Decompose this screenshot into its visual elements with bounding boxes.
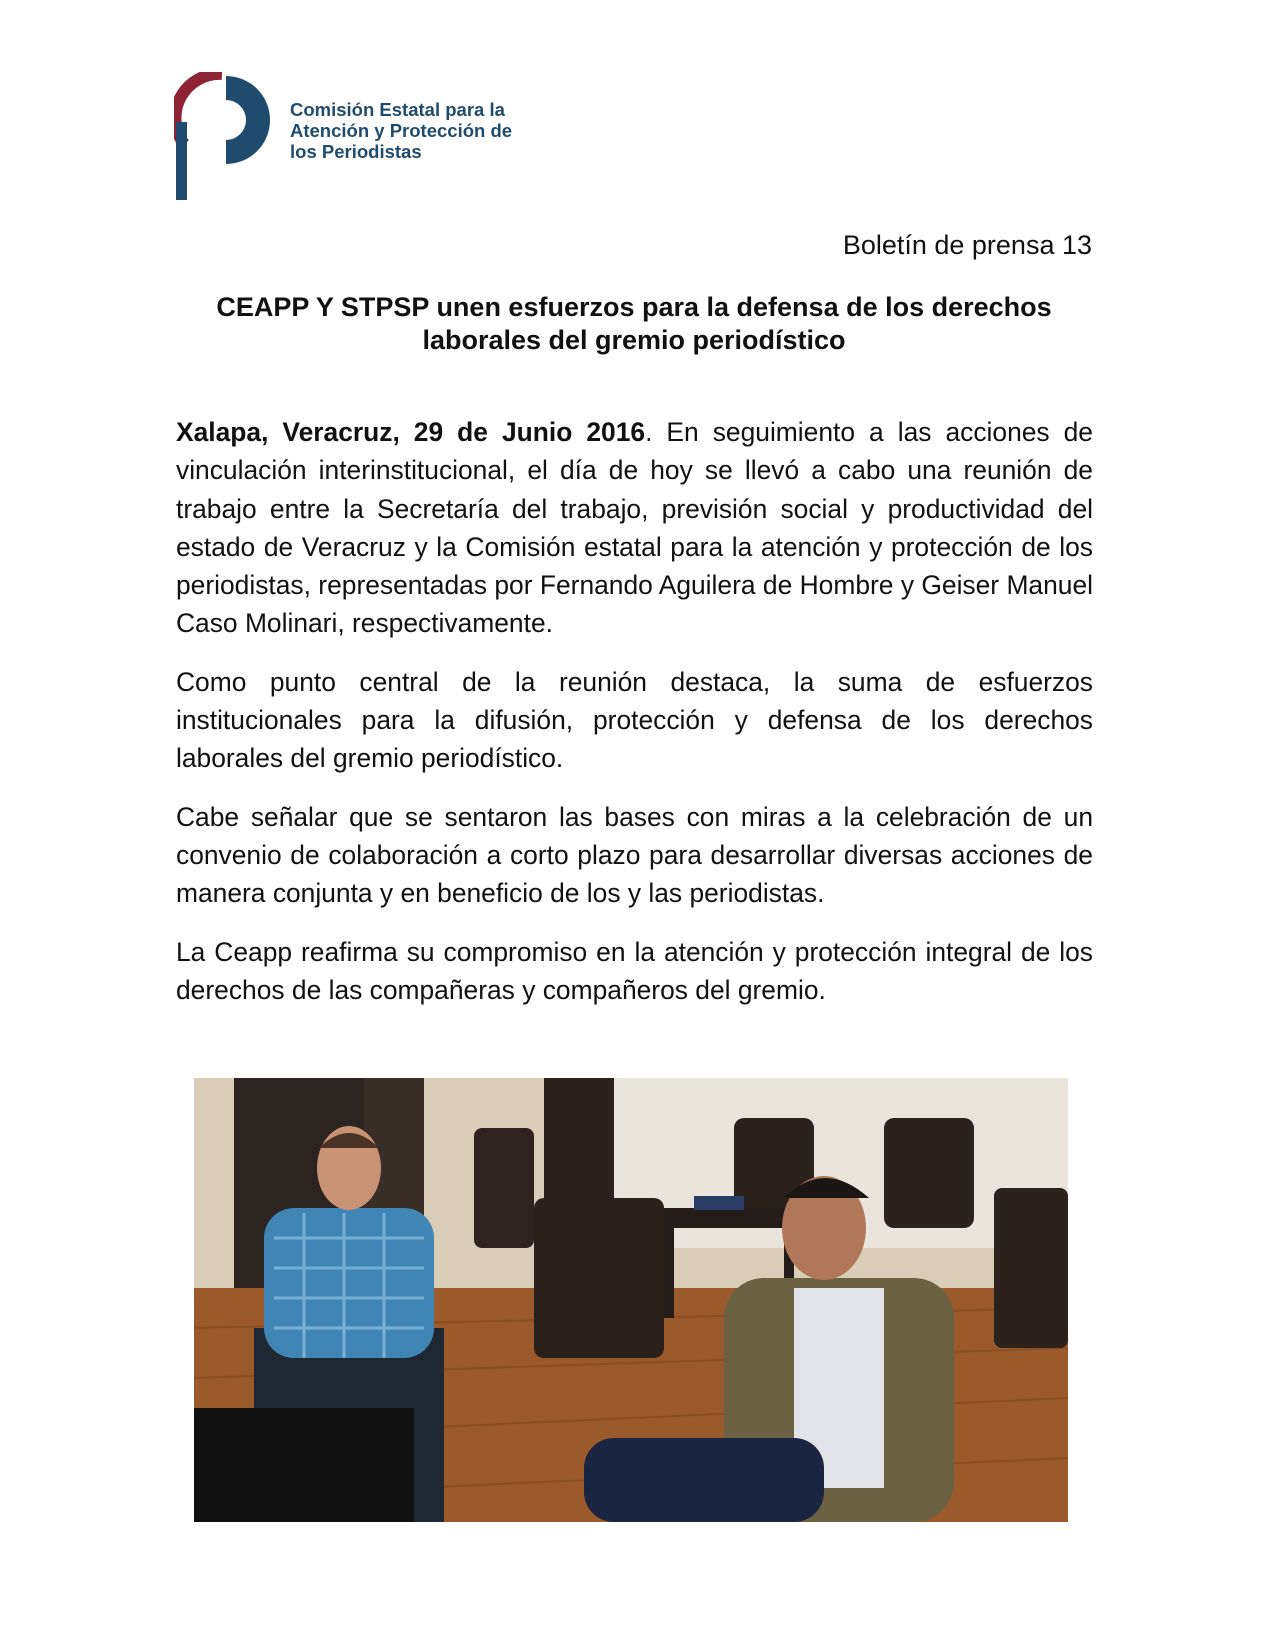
meeting-photo-illustration [194,1078,1068,1522]
paragraph-2: Como punto central de la reunión destaca, la suma de esfuerzos institucionales para la difusión, protección y defensa de los derechos laborales del gremio periodístico. [176,666,1093,774]
paragraph-1-text: . En seguimiento a las acciones de vinculación interinstitucional, el día de hoy se llevó a cabo una reunión de trabajo entre la Secretaría del trabajo, previsión social y productividad del estado de Veracruz y la Comisión estatal para la atención y protección de los periodistas, representadas por Fernando Aguilera de Hombre y Geiser Manuel Caso Molinari, respectivamente. [176,417,1093,639]
press-release-title [176,291,1092,357]
title-line-2: laborales del gremio periodístico [422,325,846,355]
ceapp-logo [174,72,554,200]
logo-line-1: Comisión Estatal para la [290,99,505,120]
ceapp-logo-mark-icon [174,72,274,200]
ceapp-logo-text [290,99,512,162]
paragraph-4: La Ceapp reafirma su compromiso en la atención y protección integral de los derechos de las compañeras y compañeros del gremio. [176,936,1093,1005]
paragraph-1 [176,413,1093,643]
meeting-photo [194,1078,1068,1522]
bulletin-number: Boletín de prensa 13 [842,230,1092,260]
logo-line-2: Atención y Protección de [290,120,513,141]
logo-line-3: los Periodistas [290,141,422,162]
paragraph-3: Cabe señalar que se sentaron las bases con miras a la celebración de un convenio de colaboración a corto plazo para desarrollar diversas acciones de manera conjunta y en beneficio de los y las periodistas. [176,801,1093,909]
press-release-body [176,413,1093,1029]
title-line-1: CEAPP Y STPSP unen esfuerzos para la defensa de los derechos [216,292,1052,322]
dateline: Xalapa, Veracruz, 29 de Junio 2016 [176,417,646,447]
